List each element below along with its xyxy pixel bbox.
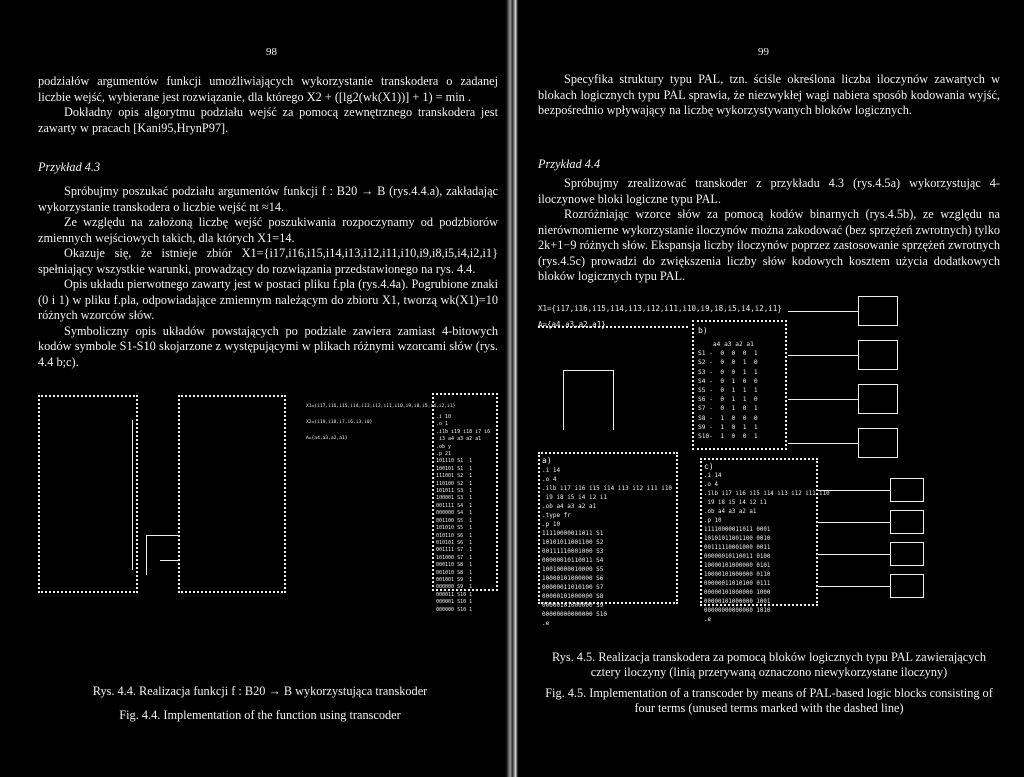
- page-98: [0, 0, 506, 777]
- paragraph: podziałów argumentów funkcji umożliwiających wykorzystanie transkodera o zadanej liczbie wejść, wybierane jest rozwiązanie, dla którego X2 + ([lg2(wk(X1))] + 1) = min .: [38, 74, 498, 104]
- pla-listing: .i 10 .o 1 .ilb i19 i18 i7 i6 i3 a4 a3 a2 a1 .ob y .p 21 101110 S1 1 100101 S1 1 111001 S2 1 110100 S2 1 101011 S3 1 100001 S3 1 001111 S4 1 000000 S4 1 001100 S5 1 101010 S5 1 010110 S6 1 010101 S6 1 001111 S7 1 101000 S7 1 000110 S8 1 001010 S8 1 001001 S9 1 000000 S9 1 000011 S10 1 000001 S10 1 000000 S10 1: [436, 414, 491, 613]
- pla-listing: .i 14 .o 4 .ilb i17 i16 i15 i14 i13 i12 i11 i10 i9 i8 i5 i4 i2 i1 .ob a4 a3 a2 a1 .type fr .p 10 11110000011011 S1 10101011001100 S2 00111110001000 S3 00000010110011 S4 10010000010000 S5 10000101000000 S6 00000011010100 S7 00000101000000 S8 00000101000000 S9 00000000000000 S10 .e: [542, 467, 673, 627]
- page-number: 99: [758, 46, 769, 58]
- page-number: 98: [266, 46, 277, 58]
- paragraph: Dokładny opis algorytmu podziału wejść za pomocą zewnętrznego transkodera jest zawarty w pracach [Kani95,HrynP97].: [38, 105, 498, 135]
- paragraph: Ze względu na założoną liczbę wejść poszukiwania rozpoczynamy od podzbiorów zmiennych wejściowych takich, dla których X1=14.: [38, 215, 498, 245]
- figure-caption-en: Fig. 4.5. Implementation of a transcoder by means of PAL-based logic blocks consisting of four terms (unused terms marked with the dashed line): [545, 686, 993, 715]
- figure-set-a: A={a4,a3,a2,a1}: [306, 436, 348, 441]
- pal-block: [890, 510, 924, 534]
- figure-set-x2: X2={i19,i18,i7,i6,i3,i0}: [306, 420, 373, 425]
- body-text: [38, 74, 498, 136]
- figure-caption-en: Fig. 4.4. Implementation of the function using transcoder: [119, 708, 401, 722]
- connector-line: [788, 355, 858, 356]
- pal-block: [890, 574, 924, 598]
- paragraph: Spróbujmy poszukać podziału argumentów funkcji f : B20 → B (rys.4.4.a), zakładając wykorzystanie transkodera o liczbie wejść nt ≈14.: [38, 184, 498, 214]
- pla-listing: .i 14 .o 4 .ilb i17 i16 i15 i14 i13 i12 i11 i10 i9 i8 i5 i4 i2 i1 .ob a4 a3 a2 a1 .p 10 11110000011011 0001 10101011001100 0010 00111110001000 0011 00000010110011 0100 10000101000000 0101 10000101000000 0110 00000011010100 0111 00000101000000 1000 00000101000000 1001 00000000000000 1010 .e: [704, 473, 830, 623]
- figure-set-x1: X1={i17,i16,i15,i14,i13,i12,i11,i10,i9,i8,i5,i4,i2,i1}: [306, 404, 456, 409]
- figure-label-c: c): [704, 462, 714, 471]
- dotted-box: [178, 395, 286, 593]
- book-spine: [506, 0, 518, 777]
- dotted-box: [38, 395, 138, 593]
- connector-line: [788, 443, 858, 444]
- connector-line: [132, 420, 133, 570]
- page-99: [518, 0, 1024, 777]
- figure-label-a: a): [542, 456, 552, 465]
- connector-line: [146, 535, 178, 536]
- paragraph: Spróbujmy zrealizować transkoder z przykładu 4.3 (rys.4.5a) wykorzystując 4-iloczynowe bloki logiczne typu PAL.: [538, 176, 1000, 206]
- example-heading: Przykład 4.4: [538, 157, 601, 171]
- body-text: [538, 72, 1000, 119]
- figure-caption-pl: Rys. 4.5. Realizacja transkodera za pomocą bloków logicznych typu PAL zawierających cztery iloczyny (linią przerywaną oznaczono niewykorzystane iloczyny): [552, 650, 986, 679]
- example-heading: Przykład 4.3: [38, 160, 101, 174]
- connector-line: [818, 554, 890, 555]
- figure-set-a: A={a4,a3,a2,a1}: [538, 320, 606, 329]
- connector-line: [563, 370, 564, 430]
- figure-label-b: b): [698, 326, 708, 335]
- figure-set-x1: X1={i17,i16,i15,i14,i13,i12,i11,i10,i9,i8,i5,i4,i2,i1}: [538, 304, 782, 313]
- body-text: [38, 184, 498, 370]
- body-text: [538, 176, 1000, 285]
- paragraph: Okazuje się, że istnieje zbiór X1={i17,i16,i15,i14,i13,i12,i11,i10,i9,i8,i5,i4,i2,i1} spełniający wszystkie warunki, prowadzący do rozwiązania przedstawionego na rys. 4.4.: [38, 246, 498, 276]
- paragraph: Rozróżniając wzorce słów za pomocą kodów binarnych (rys.4.5b), ze względu na nierównomierne wykorzystanie iloczynów można zakodować (bez sprzężeń zwrotnych) tylko 2k+1−9 różnych słów. Ekspansja liczby iloczynów poprzez zastosowanie sprzężeń zwrotnych (rys.4.5c) prowadzi do zwiększenia liczby słów kodowych kosztem użycia dodatkowych bloków logicznych typu PAL.: [538, 207, 1000, 283]
- pal-block: [858, 428, 898, 458]
- connector-line: [788, 399, 858, 400]
- connector-line: [818, 490, 890, 491]
- figure-caption-pl: Rys. 4.4. Realizacja funkcji f : B20 → B wykorzystująca transkoder: [92, 684, 428, 698]
- connector-line: [563, 370, 613, 371]
- paragraph: Symboliczny opis układów powstających po podziale zawiera zamiast 4-bitowych kodów symbole S1-S10 skojarzone z występującymi w plikach różnymi wzorcami słów (rys. 4.4 b;c).: [38, 323, 498, 369]
- code-table: a4 a3 a2 a1 S1 - 0 0 0 1 S2 - 0 0 1 0 S3 - 0 0 1 1 S4 - 0 1 0 0 S5 - 0 1 1 1 S6 - 0 1 1 0 S7 - 0 1 0 1 S8 - 1 0 0 0 S9 - 1 0 1 1 S10- 1 0 0 1: [698, 341, 758, 441]
- connector-line: [818, 522, 890, 523]
- pal-block: [890, 478, 924, 502]
- connector-line: [613, 370, 614, 430]
- pal-block: [858, 296, 898, 326]
- pal-block: [890, 542, 924, 566]
- pal-block: [858, 340, 898, 370]
- connector-line: [788, 311, 858, 312]
- connector-line: [818, 586, 890, 587]
- dotted-line: [538, 326, 688, 336]
- pal-block: [858, 384, 898, 414]
- connector-line: [160, 560, 178, 561]
- paragraph: Specyfika struktury typu PAL, tzn. ściśle określona liczba iloczynów zawartych w blokach logicznych typu PAL sprawia, że niezwykłej wagi nabiera sposób kodowania wyjść, bezpośrednio wpływający na liczbę wykorzystywanych bloków logicznych.: [538, 72, 1000, 117]
- connector-line: [146, 535, 147, 575]
- paragraph: Opis układu pierwotnego zawarty jest w postaci pliku f.pla (rys.4.4a). Pogrubione znaki (0 i 1) w pliku f.pla, odpowiadające zmiennym należącym do zbioru X1, tworzą wk(X1)=10 różnych wzorców słów.: [38, 277, 498, 322]
